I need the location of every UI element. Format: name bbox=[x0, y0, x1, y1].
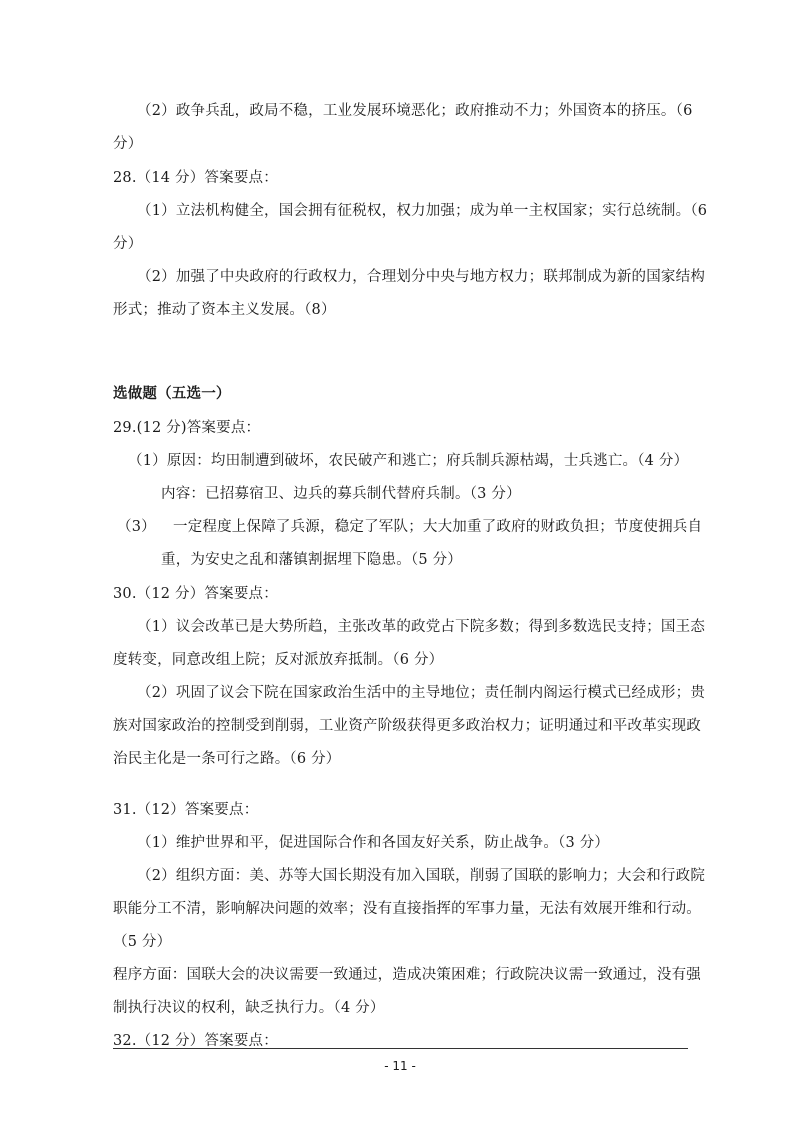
question-30-header: 30.（12 分）答案要点： bbox=[113, 586, 278, 602]
text-line-q28-2-cont: 形式；推动了资本主义发展。（8） bbox=[113, 302, 336, 318]
question-31-header: 31.（12）答案要点： bbox=[113, 802, 259, 818]
text-line-q27-2-cont: 分） bbox=[113, 136, 143, 152]
text-line-q30-1-cont: 度转变，同意改组上院；反对派放弃抵制。（6 分） bbox=[113, 652, 444, 668]
text-line-q30-2-cont2: 治民主化是一条可行之路。（6 分） bbox=[113, 751, 341, 767]
question-32-header: 32.（12 分）答案要点： bbox=[113, 1033, 278, 1049]
section-heading-elective: 选做题（五选一） bbox=[113, 385, 231, 402]
text-line-q30-1: （1）议会改革已是大势所趋，主张改革的政党占下院多数；得到多数选民支持；国王态 bbox=[137, 619, 706, 635]
text-line-q30-2-cont: 族对国家政治的控制受到削弱，工业资产阶级获得更多政治权力；证明通过和平改革实现政 bbox=[113, 718, 701, 734]
text-line-q31-procedure-cont: 制执行决议的权利，缺乏执行力。（4 分） bbox=[113, 1000, 385, 1016]
text-line-q29-1: （1）原因：均田制遭到破坏，农民破产和逃亡；府兵制兵源枯竭，士兵逃亡。（4 分） bbox=[128, 453, 689, 469]
text-line-q31-1: （1）维护世界和平，促进国际合作和各国友好关系，防止战争。（3 分） bbox=[137, 835, 610, 851]
text-line-q29-3: 一定程度上保障了兵源，稳定了军队；大大加重了政府的财政负担；节度使拥兵自 bbox=[173, 519, 703, 535]
question-29-header: 29.(12 分)答案要点： bbox=[113, 420, 261, 436]
text-line-q29-3-cont: 重，为安史之乱和藩镇割据埋下隐患。（5 分） bbox=[161, 552, 462, 568]
text-line-q28-2: （2）加强了中央政府的行政权力，合理划分中央与地方权力；联邦制成为新的国家结构 bbox=[137, 269, 706, 285]
page-number: - 11 - bbox=[384, 1059, 416, 1073]
text-line-q27-2: （2）政争兵乱，政局不稳，工业发展环境恶化；政府推动不力；外国资本的挤压。（6 bbox=[137, 103, 693, 119]
footer-divider bbox=[113, 1048, 688, 1049]
text-line-q30-2: （2）巩固了议会下院在国家政治生活中的主导地位；责任制内阁运行模式已经成形；贵 bbox=[137, 685, 706, 701]
text-line-q28-1-cont: 分） bbox=[113, 236, 143, 252]
text-line-q29-1-content: 内容：已招募宿卫、边兵的募兵制代替府兵制。（3 分） bbox=[161, 486, 521, 502]
text-line-q31-procedure: 程序方面：国联大会的决议需要一致通过，造成决策困难；行政院决议需一致通过，没有强 bbox=[113, 967, 701, 983]
text-line-q31-2-score: （5 分） bbox=[113, 934, 172, 950]
text-line-q28-1: （1）立法机构健全，国会拥有征税权，权力加强；成为单一主权国家；实行总统制。（6 bbox=[137, 203, 708, 219]
text-line-q29-3-number: （3） bbox=[117, 519, 156, 535]
text-line-q31-2-cont: 职能分工不清，影响解决问题的效率；没有直接指挥的军事力量，无法有效展开维和行动。 bbox=[113, 901, 701, 917]
text-line-q31-2: （2）组织方面：美、苏等大国长期没有加入国联，削弱了国联的影响力；大会和行政院 bbox=[137, 868, 706, 884]
question-28-header: 28.（14 分）答案要点： bbox=[113, 170, 278, 186]
